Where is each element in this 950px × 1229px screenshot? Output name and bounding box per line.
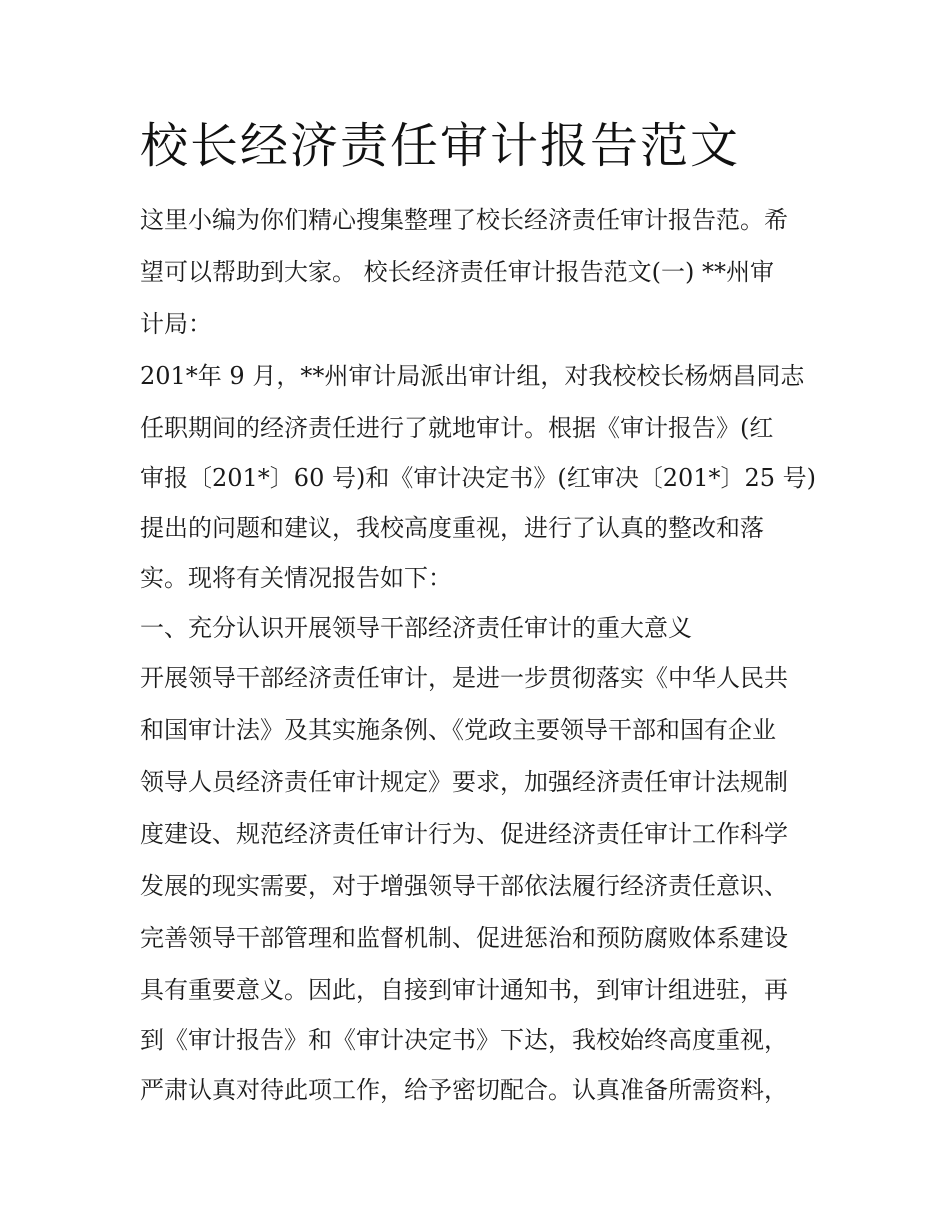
section-heading: 一、充分认识开展领导干部经济责任审计的重大意义: [140, 614, 692, 642]
body-line: 领导人员经济责任审计规定》要求，加强经济责任审计法规制: [140, 768, 788, 796]
body-line: 任职期间的经济责任进行了就地审计。根据《审计报告》(红: [140, 414, 774, 442]
body-line: 到《审计报告》和《审计决定书》下达，我校始终高度重视，: [140, 1026, 788, 1054]
body-line: 201*年 9 月，**州审计局派出审计组，对我校校长杨炳昌同志: [140, 362, 805, 390]
body-line: 实。现将有关情况报告如下：: [140, 564, 452, 592]
body-line: 具有重要意义。因此，自接到审计通知书，到审计组进驻，再: [140, 976, 788, 1004]
body-line: 这里小编为你们精心搜集整理了校长经济责任审计报告范。希: [140, 206, 788, 234]
body-line: 度建设、规范经济责任审计行为、促进经济责任审计工作科学: [140, 820, 788, 848]
body-line: 严肃认真对待此项工作，给予密切配合。认真准备所需资料，: [140, 1076, 788, 1104]
body-line: 开展领导干部经济责任审计，是进一步贯彻落实《中华人民共: [140, 664, 788, 692]
body-line: 和国审计法》及其实施条例、《党政主要领导干部和国有企业: [140, 716, 776, 744]
body-line: 望可以帮助到大家。 校长经济责任审计报告范文(一) **州审: [140, 258, 774, 286]
body-line: 计局：: [140, 310, 212, 338]
body-line: 提出的问题和建议，我校高度重视，进行了认真的整改和落: [140, 514, 764, 542]
body-line: 完善领导干部管理和监督机制、促进惩治和预防腐败体系建设: [140, 924, 788, 952]
body-line: 审报〔201*〕60 号)和《审计决定书》(红审决〔201*〕25 号): [140, 464, 817, 492]
document-title: 校长经济责任审计报告范文: [140, 118, 741, 174]
body-line: 发展的现实需要，对于增强领导干部依法履行经济责任意识、: [140, 872, 788, 900]
